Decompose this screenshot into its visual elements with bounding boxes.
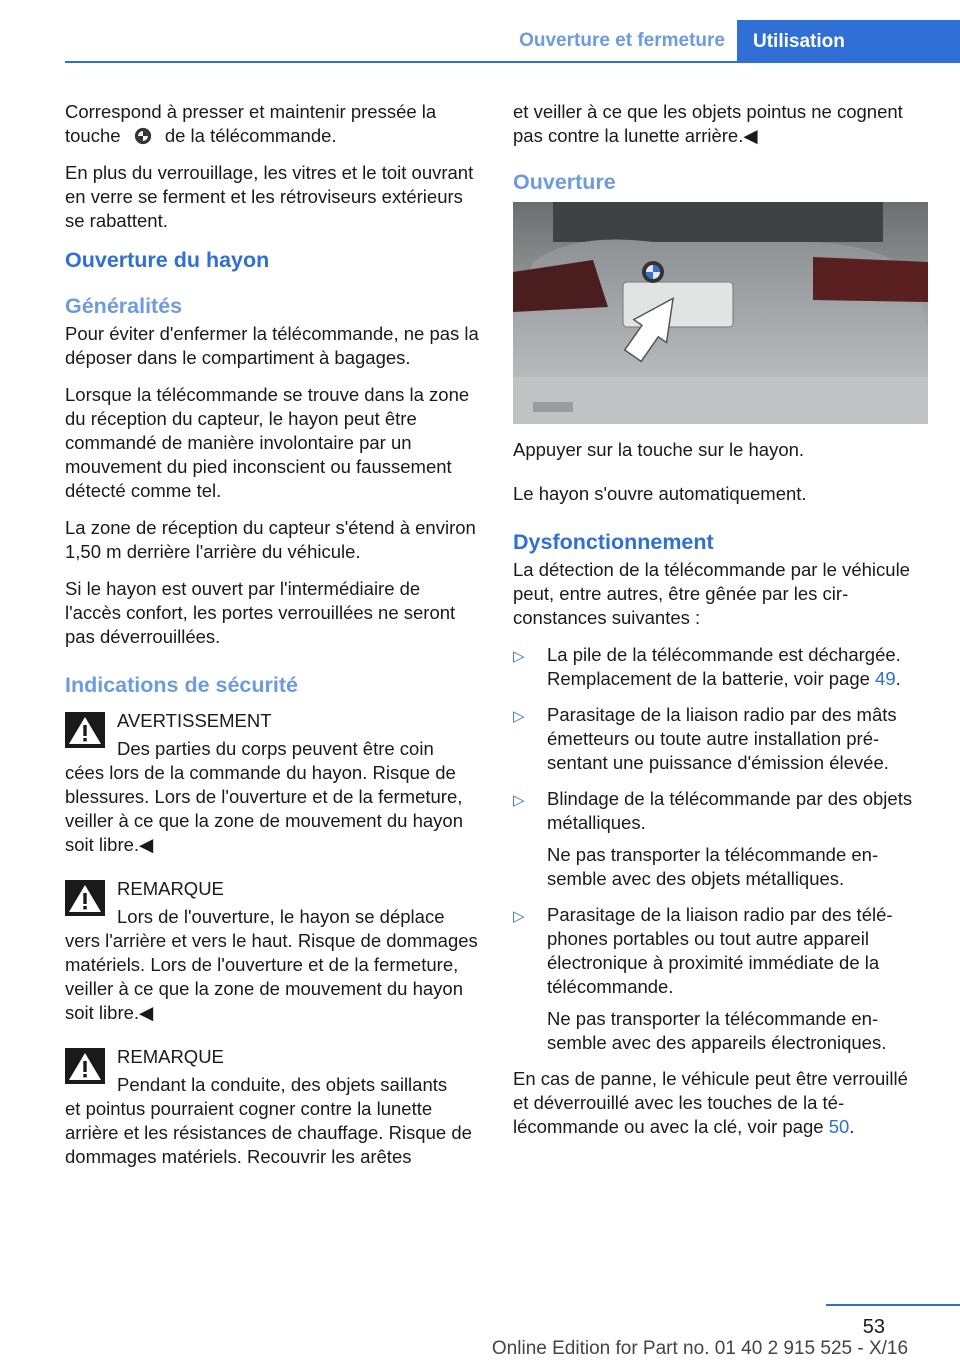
header-chapter-tab — [737, 20, 960, 63]
paragraph: En cas de panne, le véhicule peut être verrouillé et déverrouillé avec les touches de la télécommande ou avec la clé, voir page 50. — [513, 1068, 908, 1137]
text: En cas de panne, le véhicule peut être verrouillé et déverrouillé avec les touches de la télécommande ou avec la clé, voir page — [513, 1068, 908, 1137]
bullet-triangle-icon: ▷ — [513, 708, 525, 725]
paragraph: La détection de la télécommande par le véhicule peut, entre autres, être gênée par les circonstances suivantes : — [513, 559, 910, 628]
subsection-heading: Indications de sécurité — [65, 673, 298, 697]
notice-block — [65, 877, 480, 1025]
list-item — [513, 703, 928, 775]
text: Ne pas transporter la télécommande ensemble avec des appareils électroniques. — [547, 1008, 887, 1053]
remote-lock-button-icon — [134, 127, 152, 145]
paragraph: Pour éviter d'enfermer la télécommande, ne pas la déposer dans le compartiment à bagages. — [65, 323, 479, 368]
tailgate-button-photo — [513, 202, 928, 424]
edition-footer: Online Edition for Part no. 01 40 2 915 525 - X/16 — [491, 1338, 909, 1359]
paragraph: Appuyer sur la touche sur le hayon. — [513, 439, 805, 460]
paragraph: et veiller à ce que les objets pointus ne cognent pas contre la lunette arrière.◀ — [513, 101, 903, 146]
subsection-heading: Ouverture — [513, 170, 616, 194]
notice-block — [65, 1045, 480, 1169]
bullet-list — [513, 643, 928, 1055]
list-item — [513, 787, 928, 891]
notice-title: REMARQUE — [117, 878, 224, 899]
notice-text: et pointus pourraient cogner contre la lunette arrière et les résistances de chauffage. Risque de dommages matériels. Recouvrir les arêtes — [65, 1098, 472, 1167]
subsection-heading: Généralités — [65, 294, 183, 318]
right-column — [513, 100, 928, 1152]
paragraph: Le hayon s'ouvre automatiquement. — [513, 483, 807, 504]
section-heading: Ouverture du hayon — [65, 248, 270, 272]
page-number: 53 — [862, 1316, 885, 1338]
paragraph — [65, 100, 480, 148]
warning-text: Des parties du corps peuvent être coin — [117, 738, 434, 759]
header-chapter-label: Utilisation — [753, 30, 845, 52]
text: Parasitage de la liaison radio par des mâts émetteurs ou toute autre installation présentant une puissance d'émission élevée. — [547, 704, 897, 773]
header-section-title: Ouverture et fermeture — [519, 30, 725, 51]
notice-text: Lors de l'ouverture, le hayon se déplace — [117, 906, 445, 927]
paragraph: Lorsque la télécommande se trouve dans la zone du réception du capteur, le hayon peut être commandé de manière involontaire par un mouvement du pied inconscient ou faussement détecté comme tel. — [65, 384, 470, 501]
bullet-triangle-icon: ▷ — [513, 648, 525, 665]
header-rule — [65, 61, 960, 63]
footer-rule — [826, 1304, 960, 1306]
text: Ne pas transporter la télécommande ensemble avec des objets métalliques. — [547, 844, 879, 889]
warning-triangle-icon — [65, 712, 105, 748]
left-column — [65, 100, 480, 1182]
bullet-triangle-icon: ▷ — [513, 908, 525, 925]
notice-text: Pendant la conduite, des objets saillants — [117, 1074, 448, 1095]
warning-title: AVERTISSEMENT — [117, 710, 272, 731]
paragraph: La zone de réception du capteur s'étend à environ 1,50 m derrière l'arrière du véhicule. — [65, 517, 476, 562]
text: La pile de la télécommande est déchargée. Remplacement de la batterie, voir page — [547, 644, 901, 689]
warning-triangle-icon — [65, 1048, 105, 1084]
page-link-50[interactable]: 50 — [828, 1116, 850, 1137]
warning-triangle-icon — [65, 880, 105, 916]
subsection-heading: Dysfonctionnement — [513, 530, 714, 554]
list-item — [513, 903, 928, 1055]
page-link-49[interactable]: 49 — [875, 668, 896, 689]
warning-block — [65, 709, 480, 857]
text: de la télécommande. — [164, 125, 337, 146]
notice-text: vers l'arrière et vers le haut. Risque de dommages matériels. Lors de l'ouverture et de la fermeture, veiller à ce que la zone de mouvement du hayon soit libre.◀ — [65, 930, 478, 1023]
text: Parasitage de la liaison radio par des téléphones portables ou tout autre appareil électronique à proximité immédiate de la télécommande. — [547, 904, 893, 997]
text: Correspond à presser et maintenir pressée la touche — [65, 101, 437, 146]
text: Blindage de la télécommande par des objets métalliques. — [547, 788, 913, 833]
list-item: ▷ La pile de la télécommande est déchargée. Remplacement de la batterie, voir page 49. — [513, 644, 901, 689]
bullet-triangle-icon: ▷ — [513, 792, 525, 809]
paragraph: En plus du verrouillage, les vitres et le toit ouvrant en verre se ferment et les rétroviseurs extérieurs se rabattent. — [65, 162, 474, 231]
warning-text: cées lors de la commande du hayon. Risque de blessures. Lors de l'ouverture et de la fermeture, veiller à ce que la zone de mouvement du hayon soit libre.◀ — [65, 762, 464, 855]
notice-title: REMARQUE — [117, 1046, 224, 1067]
paragraph: Si le hayon est ouvert par l'intermédiaire de l'accès confort, les portes verrouillées ne seront pas déverrouillées. — [65, 578, 456, 647]
